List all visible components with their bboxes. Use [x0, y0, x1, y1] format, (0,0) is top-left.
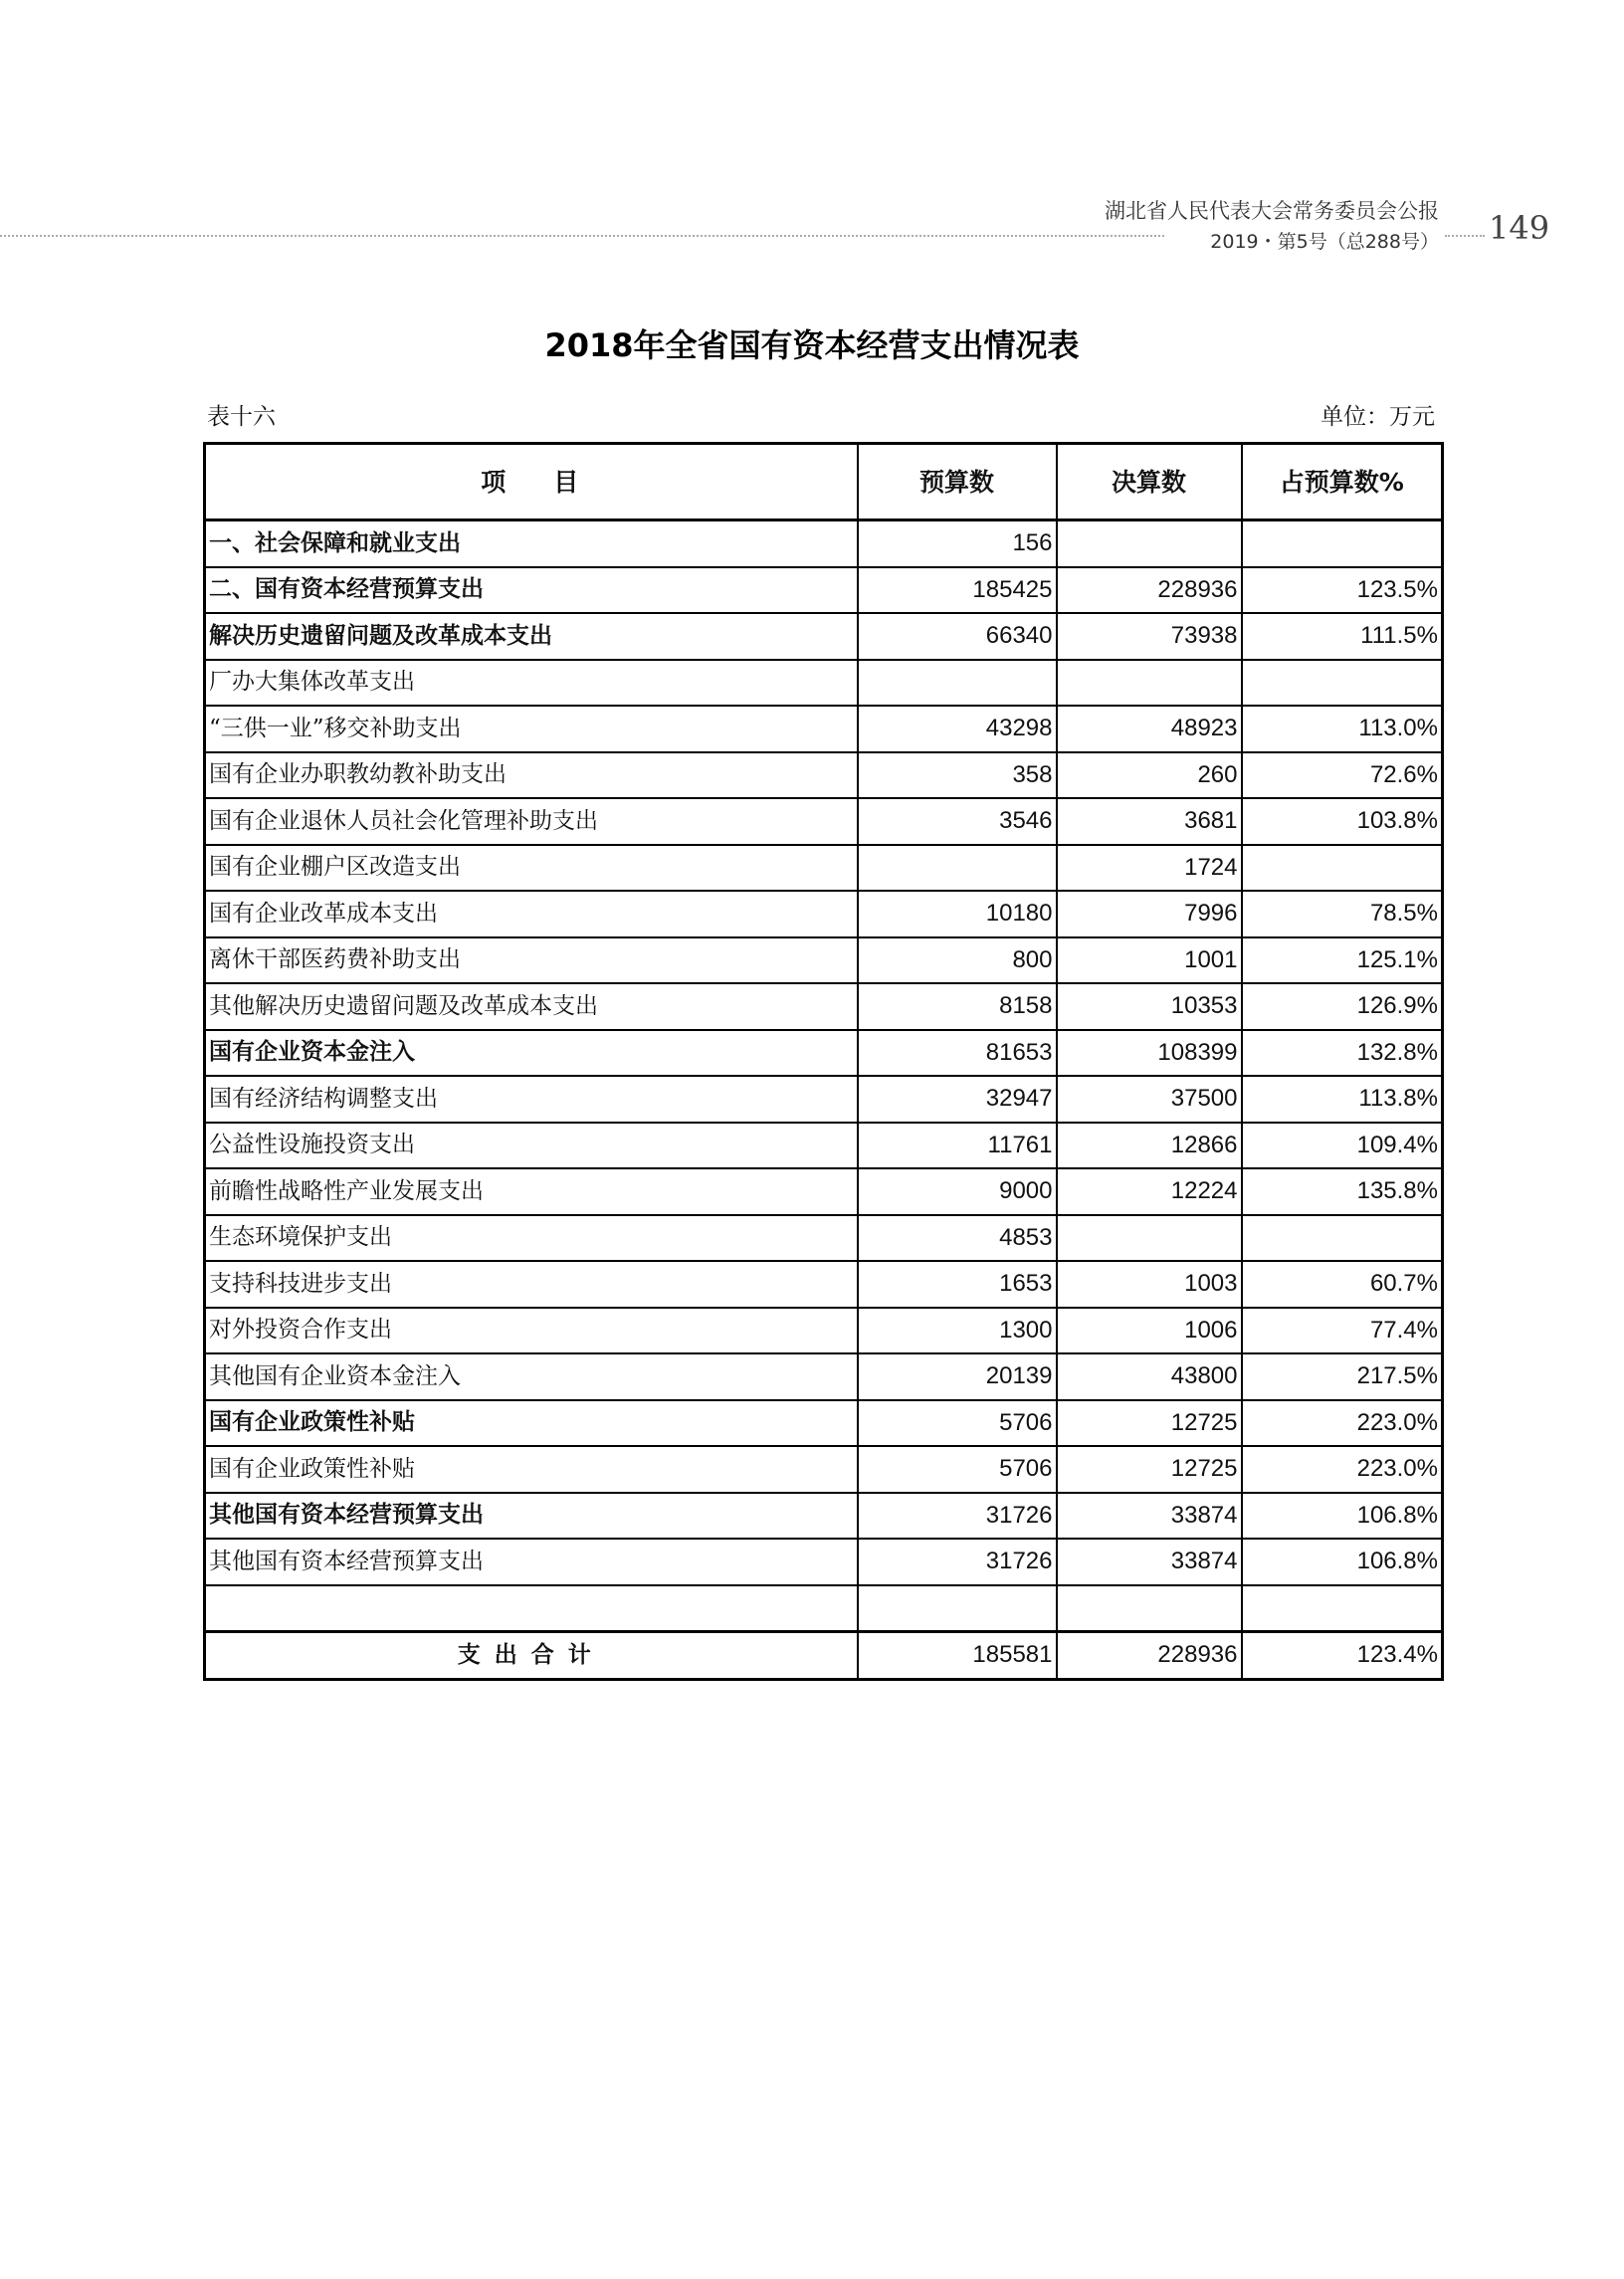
row-budget: 31726 — [858, 1493, 1057, 1540]
header-row — [205, 444, 1443, 520]
table-row — [205, 983, 1443, 1030]
unit-label: 单位：万元 — [1320, 404, 1435, 430]
table-row — [205, 1493, 1443, 1540]
row-item: 国有经济结构调整支出 — [205, 1076, 858, 1123]
column-header-item: 项目 — [205, 444, 858, 520]
row-final: 12725 — [1057, 1446, 1242, 1493]
publication-name: 湖北省人民代表大会常务委员会公报 — [1105, 199, 1439, 223]
table-body — [205, 520, 1443, 1680]
row-item: 二、国有资本经营预算支出 — [205, 567, 858, 614]
header-divider-right — [1445, 235, 1485, 237]
row-budget: 800 — [858, 937, 1057, 984]
row-budget — [858, 845, 1057, 892]
table-row — [205, 1215, 1443, 1262]
row-budget: 5706 — [858, 1446, 1057, 1493]
row-pct: 126.9% — [1242, 983, 1443, 1030]
table-row — [205, 1261, 1443, 1308]
row-pct: 223.0% — [1242, 1446, 1443, 1493]
total-label: 支出合计 — [205, 1632, 858, 1680]
row-pct: 113.0% — [1242, 706, 1443, 752]
table-row — [205, 1539, 1443, 1585]
row-budget: 1653 — [858, 1261, 1057, 1308]
row-budget: 8158 — [858, 983, 1057, 1030]
table-row — [205, 1308, 1443, 1354]
row-final: 1001 — [1057, 937, 1242, 984]
row-budget: 358 — [858, 752, 1057, 799]
page-header — [0, 189, 1624, 269]
row-pct: 125.1% — [1242, 937, 1443, 984]
table-row — [205, 567, 1443, 614]
row-final: 1006 — [1057, 1308, 1242, 1354]
row-pct — [1242, 845, 1443, 892]
row-pct: 113.8% — [1242, 1076, 1443, 1123]
table-row — [205, 1123, 1443, 1169]
row-budget: 185425 — [858, 567, 1057, 614]
row-pct: 109.4% — [1242, 1123, 1443, 1169]
row-budget: 43298 — [858, 706, 1057, 752]
row-budget — [858, 660, 1057, 707]
row-final: 7996 — [1057, 891, 1242, 937]
row-pct: 111.5% — [1242, 613, 1443, 660]
row-pct: 135.8% — [1242, 1168, 1443, 1215]
table-row — [205, 1030, 1443, 1077]
row-pct: 106.8% — [1242, 1493, 1443, 1540]
table-row — [205, 706, 1443, 752]
row-item: 厂办大集体改革支出 — [205, 660, 858, 707]
expenditure-table — [203, 442, 1444, 1681]
row-item: 生态环境保护支出 — [205, 1215, 858, 1262]
row-final: 260 — [1057, 752, 1242, 799]
table-label: 表十六 — [207, 404, 276, 430]
row-item: 国有企业政策性补贴 — [205, 1446, 858, 1493]
table-row — [205, 520, 1443, 567]
table-row — [205, 613, 1443, 660]
row-pct: 60.7% — [1242, 1261, 1443, 1308]
row-pct: 77.4% — [1242, 1308, 1443, 1354]
row-budget: 20139 — [858, 1353, 1057, 1400]
row-pct: 72.6% — [1242, 752, 1443, 799]
row-item: 解决历史遗留问题及改革成本支出 — [205, 613, 858, 660]
row-final: 33874 — [1057, 1493, 1242, 1540]
page-number: 149 — [1489, 209, 1550, 247]
total-final: 228936 — [1057, 1632, 1242, 1680]
row-item: 其他解决历史遗留问题及改革成本支出 — [205, 983, 858, 1030]
row-item: 国有企业资本金注入 — [205, 1030, 858, 1077]
row-final — [1057, 520, 1242, 567]
row-budget: 66340 — [858, 613, 1057, 660]
row-budget: 11761 — [858, 1123, 1057, 1169]
row-final — [1057, 1585, 1242, 1632]
column-header-pct: 占预算数% — [1242, 444, 1443, 520]
row-budget: 9000 — [858, 1168, 1057, 1215]
row-item: 前瞻性战略性产业发展支出 — [205, 1168, 858, 1215]
row-item: 对外投资合作支出 — [205, 1308, 858, 1354]
document-title: 2018年全省国有资本经营支出情况表 — [544, 326, 1080, 364]
row-pct: 106.8% — [1242, 1539, 1443, 1585]
row-pct — [1242, 520, 1443, 567]
row-pct: 103.8% — [1242, 798, 1443, 845]
total-row — [205, 1632, 1443, 1680]
column-header-final: 决算数 — [1057, 444, 1242, 520]
total-budget: 185581 — [858, 1632, 1057, 1680]
table-row — [205, 1585, 1443, 1632]
row-item — [205, 1585, 858, 1632]
row-final: 33874 — [1057, 1539, 1242, 1585]
table-row — [205, 891, 1443, 937]
row-pct: 223.0% — [1242, 1400, 1443, 1447]
row-budget: 1300 — [858, 1308, 1057, 1354]
row-item: 国有企业退休人员社会化管理补助支出 — [205, 798, 858, 845]
row-pct: 132.8% — [1242, 1030, 1443, 1077]
total-pct: 123.4% — [1242, 1632, 1443, 1680]
row-pct: 123.5% — [1242, 567, 1443, 614]
row-final: 37500 — [1057, 1076, 1242, 1123]
row-item: 离休干部医药费补助支出 — [205, 937, 858, 984]
issue-info: 2019・第5号（总288号） — [1210, 231, 1439, 253]
row-final — [1057, 1215, 1242, 1262]
row-final: 12866 — [1057, 1123, 1242, 1169]
row-budget: 31726 — [858, 1539, 1057, 1585]
row-final: 1003 — [1057, 1261, 1242, 1308]
table-row — [205, 937, 1443, 984]
table-row — [205, 1400, 1443, 1447]
row-item: 其他国有资本经营预算支出 — [205, 1539, 858, 1585]
row-item: 支持科技进步支出 — [205, 1261, 858, 1308]
row-final: 48923 — [1057, 706, 1242, 752]
row-final: 228936 — [1057, 567, 1242, 614]
row-pct — [1242, 660, 1443, 707]
row-item: 国有企业办职教幼教补助支出 — [205, 752, 858, 799]
table-row — [205, 1446, 1443, 1493]
table-row — [205, 845, 1443, 892]
row-pct — [1242, 1585, 1443, 1632]
row-item: 国有企业政策性补贴 — [205, 1400, 858, 1447]
row-pct: 78.5% — [1242, 891, 1443, 937]
row-budget — [858, 1585, 1057, 1632]
row-item: 其他国有企业资本金注入 — [205, 1353, 858, 1400]
row-budget: 156 — [858, 520, 1057, 567]
row-final: 1724 — [1057, 845, 1242, 892]
row-final: 3681 — [1057, 798, 1242, 845]
row-item: 公益性设施投资支出 — [205, 1123, 858, 1169]
table-row — [205, 1353, 1443, 1400]
table-header — [205, 444, 1443, 520]
row-item: “三供一业”移交补助支出 — [205, 706, 858, 752]
row-budget: 81653 — [858, 1030, 1057, 1077]
row-budget: 10180 — [858, 891, 1057, 937]
row-item: 其他国有资本经营预算支出 — [205, 1493, 858, 1540]
table-row — [205, 798, 1443, 845]
row-final: 12224 — [1057, 1168, 1242, 1215]
table-row — [205, 660, 1443, 707]
row-pct — [1242, 1215, 1443, 1262]
row-budget: 32947 — [858, 1076, 1057, 1123]
row-final: 12725 — [1057, 1400, 1242, 1447]
row-item: 国有企业改革成本支出 — [205, 891, 858, 937]
row-final — [1057, 660, 1242, 707]
row-final: 10353 — [1057, 983, 1242, 1030]
row-final: 73938 — [1057, 613, 1242, 660]
row-final: 108399 — [1057, 1030, 1242, 1077]
row-item: 一、社会保障和就业支出 — [205, 520, 858, 567]
table-row — [205, 1076, 1443, 1123]
row-item: 国有企业棚户区改造支出 — [205, 845, 858, 892]
row-budget: 3546 — [858, 798, 1057, 845]
column-header-budget: 预算数 — [858, 444, 1057, 520]
row-budget: 5706 — [858, 1400, 1057, 1447]
row-budget: 4853 — [858, 1215, 1057, 1262]
header-divider — [0, 235, 1164, 237]
row-pct: 217.5% — [1242, 1353, 1443, 1400]
table-row — [205, 1168, 1443, 1215]
row-final: 43800 — [1057, 1353, 1242, 1400]
table-row — [205, 752, 1443, 799]
